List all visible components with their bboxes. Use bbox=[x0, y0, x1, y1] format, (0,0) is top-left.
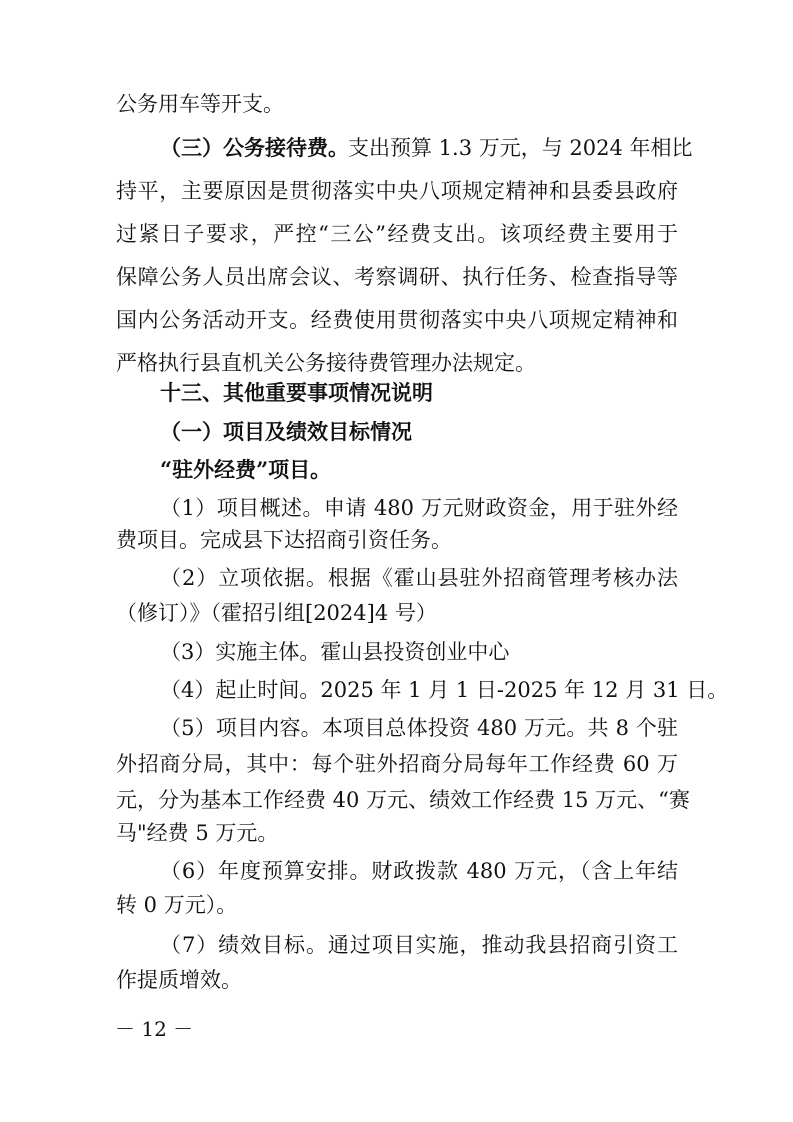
document-page: 公务用车等开支。 （三）公务接待费。 支出预算 1.3 万元，与 2024 年相比 持平，主要原因是贯彻落实中央八项规定精神和县委县政府 过紧日子要求，严控“三公”经费支出。该项经费主要用于 保障公务人员出席会议、考察调研、执行任务、检查指导等 国内公务活动开支。经费使用贯彻落实中央八项规定精神和 严格执行县直机关公务接待费管理办法规定。 十三、其他重要事项情况说明 （一）项目及绩效目标情况 “驻外经费”项目。 （1）项目概述。申请 480 万元财政资金，用于驻外经 费项目。完成县下达招商引资任务。 （2）立项依据。根据《霍山县驻外招商管理考核办法 （修订）》（霍招引组[2024]4 号） （3）实施主体。霍山县投资创业中心 （4）起止时间。2025 年 1 月 1 日-2025 年 12 月 31 日。 （5）项目内容。本项目总体投资 480 万元。共 8 个驻 外招商分局，其中：每个驻外招商分局每年工作经费 60 万 元，分为基本工作经费 40 万元、绩效工作经费 15 万元、“赛 马"经费 5 万元。 － 12 － （6）年度预算安排。财政拨款 480 万元，（含上年结 转 0 万元）。 （7）绩效目标。通过项目实施，推动我县招商引资工 作提质增效。 bbox=[115, 92, 729, 1041]
page-number: － 12 － bbox=[115, 1017, 194, 1041]
section-heading: （三）公务接待费。 bbox=[160, 135, 349, 160]
